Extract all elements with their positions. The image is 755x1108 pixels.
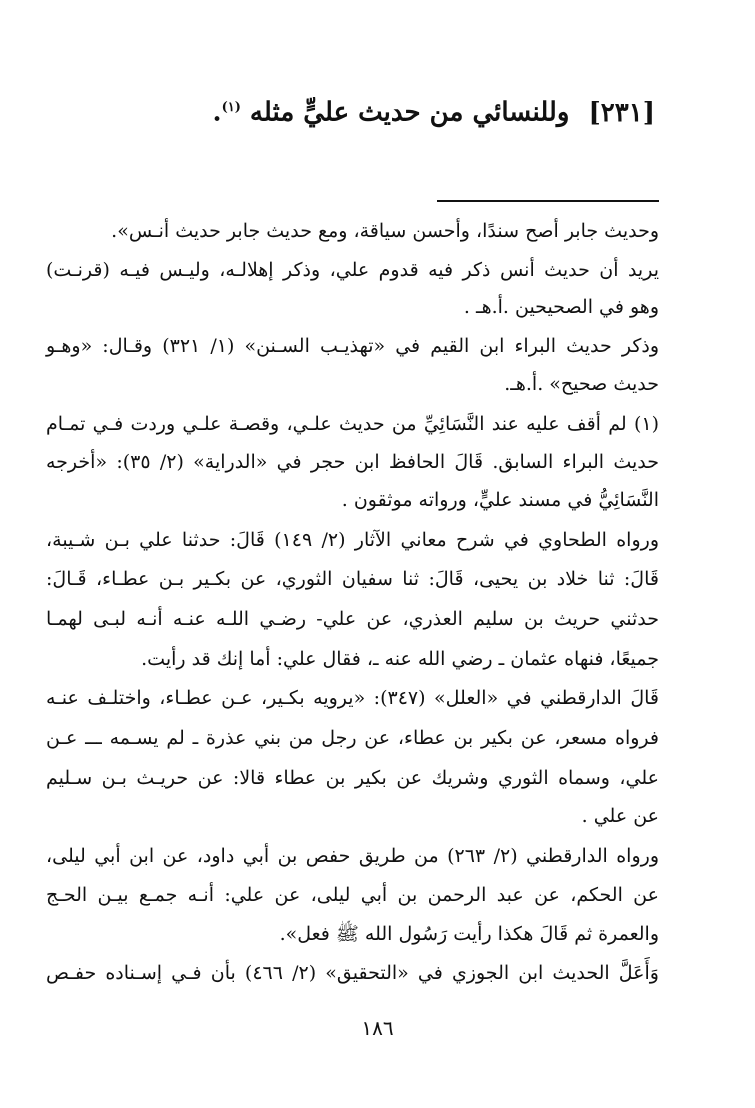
page-number: ١٨٦ [361,1016,394,1040]
footnote-line: حديث البراء السابق. قَالَ الحافظ ابن حجر في «الدراية» (٢/ ٣٥): «أخرجه [46,451,659,473]
footnote-line: وحديث جابر أصح سندًا، وأحسن سياقة، ومع حديث جابر حديث أنـس». [111,220,659,242]
footnote-line: ورواه الطحاوي في شرح معاني الآثار (٢/ ١٤٩) قَالَ: حدثنا علي بـن شـيبة، [46,529,659,551]
hadith-text: وللنسائي من حديث عليٍّ مثله [249,97,570,128]
footnote-line: حدثني حريث بن سليم العذري، عن علي- رضـي اللـه عنـه أنـه لبـى لهمـا [46,608,659,630]
footnote-separator [437,200,659,202]
footnote-line: وذكر حديث البراء ابن القيم في «تهذيـب السـنن» (١/ ٣٢١) وقـال: «وهـو [46,335,659,357]
footnote-line: وَأَعَلَّ الحديث ابن الجوزي في «التحقيق» (٢/ ٤٦٦) بأن فـي إسـناده حفـص [46,962,659,984]
footnote-line: ورواه الدارقطني (٢/ ٢٦٣) من طريق حفص بن أبي داود، عن ابن أبي ليلى، [46,845,659,867]
footnote-line: والعمرة ثم قَالَ هكذا رأيت رَسُول الله ﷺ فعل». [279,923,659,945]
footnote-line: عن الحكم، عن عبد الرحمن بن أبي ليلى، عن علي: أنـه جمـع بيـن الحـج [46,884,659,906]
heading-end: . [212,97,222,128]
footnote-line: يريد أن حديث أنس ذكر فيه قدوم علي، وذكر إهلالـه، وليـس فيـه (قرنـت) [46,259,659,281]
footnote-line: جميعًا، فنهاه عثمان ـ رضي الله عنه ـ، فقال علي: أما إنك قد رأيت. [141,648,659,670]
footnote-line: النَّسَائِيُّ في مسند عليٍّ، ورواته موثقون . [341,489,659,511]
footnote-line: علي، وسماه الثوري وشريك عن بكير بن عطاء قالا: عن حريـث بـن سـليم [46,767,659,789]
footnote-line: فرواه مسعر، عن بكير بن عطاء، عن رجل من بني عذرة ـ لم يسـمه ـــ عـن [46,727,659,749]
footnote-reference: (١) [221,100,241,115]
footnote-line: وهو في الصحيحين .أ.هـ . [463,296,659,318]
footnote-line: قَالَ الدارقطني في «العلل» (٣٤٧): «يرويه بكـير، عـن عطـاء، واختلـف عنـه [46,687,659,709]
hadith-number: [٢٣١] [588,97,655,128]
footnote-line: حديث صحيح» .أ.هـ. [504,373,659,395]
footnote-line: (١) لم أقف عليه عند النَّسَائِيِّ من حديث علـي، وقصـة علـي وردت فـي تمـام [46,413,660,435]
footnote-line: قَالَ: ثنا خلاد بن يحيى، قَالَ: ثنا سفيان الثوري، عن بكـير بـن عطـاء، قَـالَ: [46,568,659,590]
footnote-line: عن علي . [581,805,659,827]
hadith-heading [95,88,655,133]
